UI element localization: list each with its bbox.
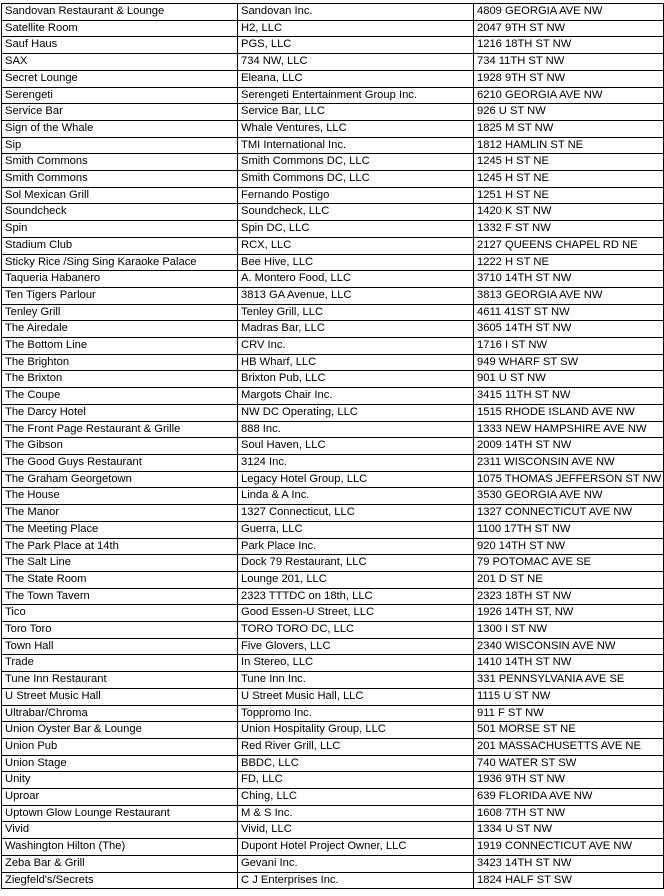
establishment-name-cell: Union Pub — [2, 738, 238, 755]
address-cell: 4611 41ST ST NW — [474, 304, 664, 321]
establishment-name-cell: Town Hall — [2, 638, 238, 655]
establishment-name-cell: Secret Lounge — [2, 70, 238, 87]
table-row — [2, 555, 664, 572]
establishment-name-cell: Sign of the Whale — [2, 120, 238, 137]
table-row — [2, 421, 664, 438]
establishment-name-cell: Tenley Grill — [2, 304, 238, 321]
owner-cell: Linda & A Inc. — [238, 488, 474, 505]
establishment-name-cell: The Front Page Restaurant & Grille — [2, 421, 238, 438]
owner-cell: HB Wharf, LLC — [238, 354, 474, 371]
owner-cell: CRV Inc. — [238, 338, 474, 355]
owner-cell: Bee Hive, LLC — [238, 254, 474, 271]
owner-cell: Dock 79 Restaurant, LLC — [238, 555, 474, 572]
address-cell: 1420 K ST NW — [474, 204, 664, 221]
owner-cell: C J Enterprises Inc. — [238, 872, 474, 889]
address-cell: 2127 QUEENS CHAPEL RD NE — [474, 237, 664, 254]
address-cell: 1100 17TH ST NW — [474, 521, 664, 538]
owner-cell: Smith Commons DC, LLC — [238, 154, 474, 171]
address-cell: 949 WHARF ST SW — [474, 354, 664, 371]
establishment-name-cell: Uproar — [2, 789, 238, 806]
table-row — [2, 688, 664, 705]
establishment-name-cell: The Gibson — [2, 438, 238, 455]
owner-cell: U Street Music Hall, LLC — [238, 688, 474, 705]
table-row — [2, 672, 664, 689]
establishment-name-cell: Sandovan Restaurant & Lounge — [2, 4, 238, 21]
establishment-name-cell: Serengeti — [2, 87, 238, 104]
establishment-name-cell: The Airedale — [2, 321, 238, 338]
address-cell: 3813 GEORGIA AVE NW — [474, 287, 664, 304]
owner-cell: RCX, LLC — [238, 237, 474, 254]
address-cell: 1327 CONNECTICUT AVE NW — [474, 505, 664, 522]
table-row — [2, 588, 664, 605]
address-cell: 1251 H ST NE — [474, 187, 664, 204]
address-cell: 911 F ST NW — [474, 705, 664, 722]
establishment-name-cell: The Graham Georgetown — [2, 471, 238, 488]
owner-cell: Lounge 201, LLC — [238, 571, 474, 588]
table-row — [2, 822, 664, 839]
owner-cell: Smith Commons DC, LLC — [238, 171, 474, 188]
owner-cell: Serengeti Entertainment Group Inc. — [238, 87, 474, 104]
owner-cell: Whale Ventures, LLC — [238, 120, 474, 137]
address-cell: 1608 7TH ST NW — [474, 805, 664, 822]
owner-cell: Eleana, LLC — [238, 70, 474, 87]
address-cell: 1333 NEW HAMPSHIRE AVE NW — [474, 421, 664, 438]
table-row — [2, 505, 664, 522]
table-row — [2, 488, 664, 505]
table-row — [2, 438, 664, 455]
table-row — [2, 388, 664, 405]
establishment-name-cell: The Brixton — [2, 371, 238, 388]
owner-cell: Fernando Postigo — [238, 187, 474, 204]
establishment-name-cell: Stadium Club — [2, 237, 238, 254]
table-row — [2, 839, 664, 856]
owner-cell: BBDC, LLC — [238, 755, 474, 772]
establishment-name-cell: Tico — [2, 605, 238, 622]
address-cell: 1332 F ST NW — [474, 221, 664, 238]
establishment-name-cell: Unity — [2, 772, 238, 789]
establishment-name-cell: The Bottom Line — [2, 338, 238, 355]
owner-cell: Madras Bar, LLC — [238, 321, 474, 338]
table-row — [2, 638, 664, 655]
table-row — [2, 20, 664, 37]
address-cell: 201 MASSACHUSETTS AVE NE — [474, 738, 664, 755]
owner-cell: Sandovan Inc. — [238, 4, 474, 21]
establishment-name-cell: Union Stage — [2, 755, 238, 772]
owner-cell: Good Essen-U Street, LLC — [238, 605, 474, 622]
table-row — [2, 70, 664, 87]
establishment-name-cell: The House — [2, 488, 238, 505]
owner-cell: 734 NW, LLC — [238, 54, 474, 71]
address-cell: 1919 CONNECTICUT AVE NW — [474, 839, 664, 856]
table-row — [2, 171, 664, 188]
owner-cell: FD, LLC — [238, 772, 474, 789]
owner-cell: A. Montero Food, LLC — [238, 271, 474, 288]
table-row — [2, 254, 664, 271]
address-cell: 920 14TH ST NW — [474, 538, 664, 555]
establishment-name-cell: Satellite Room — [2, 20, 238, 37]
address-cell: 901 U ST NW — [474, 371, 664, 388]
establishment-name-cell: Uptown Glow Lounge Restaurant — [2, 805, 238, 822]
establishment-name-cell: Sauf Haus — [2, 37, 238, 54]
address-cell: 1410 14TH ST NW — [474, 655, 664, 672]
address-cell: 2311 WISCONSIN AVE NW — [474, 454, 664, 471]
owner-cell: 2323 TTTDC on 18th, LLC — [238, 588, 474, 605]
establishment-name-cell: The Manor — [2, 505, 238, 522]
table-row — [2, 622, 664, 639]
owner-cell: Spin DC, LLC — [238, 221, 474, 238]
owner-cell: 1327 Connecticut, LLC — [238, 505, 474, 522]
address-cell: 734 11TH ST NW — [474, 54, 664, 71]
table-row — [2, 304, 664, 321]
owner-cell: TMI International Inc. — [238, 137, 474, 154]
address-cell: 3530 GEORGIA AVE NW — [474, 488, 664, 505]
table-row — [2, 521, 664, 538]
table-row — [2, 354, 664, 371]
establishment-name-cell: Zeba Bar & Grill — [2, 855, 238, 872]
address-cell: 3415 11TH ST NW — [474, 388, 664, 405]
address-cell: 2009 14TH ST NW — [474, 438, 664, 455]
establishment-name-cell: Spin — [2, 221, 238, 238]
establishment-name-cell: Washington Hilton (The) — [2, 839, 238, 856]
address-cell: 1926 14TH ST, NW — [474, 605, 664, 622]
table-row — [2, 204, 664, 221]
table-row — [2, 772, 664, 789]
table-row — [2, 187, 664, 204]
table-row — [2, 4, 664, 21]
owner-cell: Tenley Grill, LLC — [238, 304, 474, 321]
owner-cell: 3124 Inc. — [238, 454, 474, 471]
owner-cell: TORO TORO DC, LLC — [238, 622, 474, 639]
table-row — [2, 789, 664, 806]
table-row — [2, 120, 664, 137]
address-cell: 1216 18TH ST NW — [474, 37, 664, 54]
address-cell: 3423 14TH ST NW — [474, 855, 664, 872]
address-cell: 1515 RHODE ISLAND AVE NW — [474, 404, 664, 421]
owner-cell: Ching, LLC — [238, 789, 474, 806]
table-row — [2, 321, 664, 338]
owner-cell: 888 Inc. — [238, 421, 474, 438]
table-row — [2, 338, 664, 355]
table-row — [2, 738, 664, 755]
table-row — [2, 755, 664, 772]
address-cell: 201 D ST NE — [474, 571, 664, 588]
owner-cell: 3813 GA Avenue, LLC — [238, 287, 474, 304]
owner-cell: Soundcheck, LLC — [238, 204, 474, 221]
address-cell: 1824 HALF ST SW — [474, 872, 664, 889]
establishment-name-cell: Sticky Rice /Sing Sing Karaoke Palace — [2, 254, 238, 271]
establishment-name-cell: The Brighton — [2, 354, 238, 371]
table-row — [2, 471, 664, 488]
owner-cell: PGS, LLC — [238, 37, 474, 54]
table-row — [2, 221, 664, 238]
table-row — [2, 37, 664, 54]
owner-cell: H2, LLC — [238, 20, 474, 37]
establishment-name-cell: Taqueria Habanero — [2, 271, 238, 288]
owner-cell: NW DC Operating, LLC — [238, 404, 474, 421]
table-row — [2, 154, 664, 171]
table-row — [2, 287, 664, 304]
address-cell: 79 POTOMAC AVE SE — [474, 555, 664, 572]
table-row — [2, 655, 664, 672]
address-cell: 639 FLORIDA AVE NW — [474, 789, 664, 806]
owner-cell: Gevani Inc. — [238, 855, 474, 872]
address-cell: 1825 M ST NW — [474, 120, 664, 137]
address-cell: 4809 GEORGIA AVE NW — [474, 4, 664, 21]
owner-cell: Park Place Inc. — [238, 538, 474, 555]
establishment-name-cell: The Salt Line — [2, 555, 238, 572]
owner-cell: In Stereo, LLC — [238, 655, 474, 672]
address-cell: 1936 9TH ST NW — [474, 772, 664, 789]
establishment-name-cell: Ten Tigers Parlour — [2, 287, 238, 304]
table-row — [2, 454, 664, 471]
address-cell: 1222 H ST NE — [474, 254, 664, 271]
address-cell: 2047 9TH ST NW — [474, 20, 664, 37]
owner-cell: Tune Inn Inc. — [238, 672, 474, 689]
table-row — [2, 722, 664, 739]
address-cell: 1928 9TH ST NW — [474, 70, 664, 87]
table-row — [2, 271, 664, 288]
establishment-name-cell: The Coupe — [2, 388, 238, 405]
table-row — [2, 237, 664, 254]
establishment-name-cell: The Town Tavern — [2, 588, 238, 605]
establishment-name-cell: Trade — [2, 655, 238, 672]
establishment-name-cell: Toro Toro — [2, 622, 238, 639]
owner-cell: Red River Grill, LLC — [238, 738, 474, 755]
table-row — [2, 805, 664, 822]
owner-cell: M & S Inc. — [238, 805, 474, 822]
owner-cell: Soul Haven, LLC — [238, 438, 474, 455]
owner-cell: Guerra, LLC — [238, 521, 474, 538]
establishment-name-cell: SAX — [2, 54, 238, 71]
establishment-name-cell: Ultrabar/Chroma — [2, 705, 238, 722]
establishment-name-cell: The Good Guys Restaurant — [2, 454, 238, 471]
owner-cell: Brixton Pub, LLC — [238, 371, 474, 388]
table-row — [2, 605, 664, 622]
owner-cell: Dupont Hotel Project Owner, LLC — [238, 839, 474, 856]
address-cell: 1115 U ST NW — [474, 688, 664, 705]
address-cell: 1245 H ST NE — [474, 154, 664, 171]
owner-cell: Service Bar, LLC — [238, 104, 474, 121]
establishment-name-cell: Ziegfeld's/Secrets — [2, 872, 238, 889]
address-cell: 3710 14TH ST NW — [474, 271, 664, 288]
table-row — [2, 371, 664, 388]
address-cell: 1812 HAMLIN ST NE — [474, 137, 664, 154]
establishments-table — [1, 3, 664, 889]
table-row — [2, 855, 664, 872]
table-body — [2, 4, 664, 889]
address-cell: 926 U ST NW — [474, 104, 664, 121]
establishment-name-cell: The Meeting Place — [2, 521, 238, 538]
establishment-name-cell: Union Oyster Bar & Lounge — [2, 722, 238, 739]
address-cell: 6210 GEORGIA AVE NW — [474, 87, 664, 104]
address-cell: 1716 I ST NW — [474, 338, 664, 355]
table-row — [2, 404, 664, 421]
establishment-name-cell: Vivid — [2, 822, 238, 839]
establishment-name-cell: Tune Inn Restaurant — [2, 672, 238, 689]
address-cell: 2340 WISCONSIN AVE NW — [474, 638, 664, 655]
owner-cell: Toppromo Inc. — [238, 705, 474, 722]
table-row — [2, 87, 664, 104]
establishment-name-cell: Sip — [2, 137, 238, 154]
table-row — [2, 872, 664, 889]
address-cell: 2323 18TH ST NW — [474, 588, 664, 605]
establishment-name-cell: U Street Music Hall — [2, 688, 238, 705]
table-row — [2, 104, 664, 121]
establishment-name-cell: Soundcheck — [2, 204, 238, 221]
owner-cell: Union Hospitality Group, LLC — [238, 722, 474, 739]
establishment-name-cell: Service Bar — [2, 104, 238, 121]
address-cell: 1245 H ST NE — [474, 171, 664, 188]
address-cell: 1300 I ST NW — [474, 622, 664, 639]
establishment-name-cell: The State Room — [2, 571, 238, 588]
establishment-name-cell: Smith Commons — [2, 154, 238, 171]
owner-cell: Five Glovers, LLC — [238, 638, 474, 655]
address-cell: 331 PENNSYLVANIA AVE SE — [474, 672, 664, 689]
establishment-name-cell: Sol Mexican Grill — [2, 187, 238, 204]
table-row — [2, 54, 664, 71]
establishment-name-cell: The Darcy Hotel — [2, 404, 238, 421]
owner-cell: Margots Chair Inc. — [238, 388, 474, 405]
address-cell: 1334 U ST NW — [474, 822, 664, 839]
table-row — [2, 137, 664, 154]
establishment-name-cell: The Park Place at 14th — [2, 538, 238, 555]
address-cell: 3605 14TH ST NW — [474, 321, 664, 338]
owner-cell: Vivid, LLC — [238, 822, 474, 839]
address-cell: 1075 THOMAS JEFFERSON ST NW — [474, 471, 664, 488]
table-row — [2, 705, 664, 722]
establishment-name-cell: Smith Commons — [2, 171, 238, 188]
owner-cell: Legacy Hotel Group, LLC — [238, 471, 474, 488]
address-cell: 740 WATER ST SW — [474, 755, 664, 772]
table-row — [2, 571, 664, 588]
table-row — [2, 538, 664, 555]
address-cell: 501 MORSE ST NE — [474, 722, 664, 739]
